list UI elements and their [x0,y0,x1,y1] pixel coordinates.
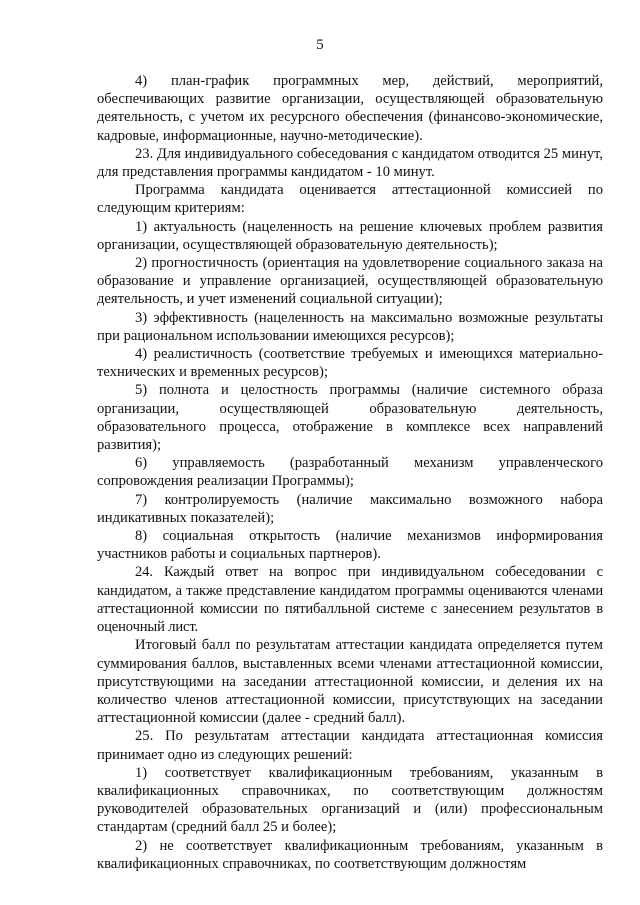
paragraph-criterion-3: 3) эффективность (нацеленность на максимально возможные результаты при рациональном использовании имеющихся ресурсов); [97,309,603,344]
paragraph-criterion-5: 5) полнота и целостность программы (наличие системного образа организации, осуществляющей образовательную деятельность, образовательного процесса, отображение в комплексе всех направлений развития); [97,382,603,454]
paragraph-criterion-7: 7) контролируемость (наличие максимально возможного набора индикативных показателей); [97,491,603,526]
paragraph-clause-25: 25. По результатам аттестации кандидата аттестационная комиссия принимает одно из следующих решений: [97,728,603,763]
paragraph-decision-1: 1) соответствует квалификационным требованиям, указанным в квалификационных справочниках, по соответствующим должностям руководителей образовательных организаций и (или) профессиональным стандартам (средний балл 25 и более); [97,764,603,836]
paragraph-criterion-2: 2) прогностичность (ориентация на удовлетворение социального заказа на образование и управление организацией, осуществляющей образовательную деятельность, и учет изменений социальной ситуации); [97,255,603,308]
paragraph-clause-23: 23. Для индивидуального собеседования с кандидатом отводится 25 минут, для представления программы кандидатом - 10 минут. [97,145,603,181]
page-number: 5 [316,37,324,53]
paragraph-clause-24: 24. Каждый ответ на вопрос при индивидуальном собеседовании с кандидатом, а также представление кандидатом программы оцениваются членами аттестационной комиссии по пятибалльной системе с занесением результатов в оценочный лист. [97,564,603,636]
paragraph-criterion-8: 8) социальная открытость (наличие механизмов информирования участников работы и социальных партнеров). [97,528,603,563]
paragraph-criteria-intro: Программа кандидата оценивается аттестационной комиссией по следующим критериям: [97,182,603,217]
paragraph-criterion-4: 4) реалистичность (соответствие требуемых и имеющихся материально-технических и временных ресурсов); [97,346,603,381]
paragraph-plan-item-4: 4) план-график программных мер, действий, мероприятий, обеспечивающих развитие организации, осуществляющей образовательную деятельность, с учетом их ресурсного обеспечения (финансово-экономические, кадровые, информационные, научно-методические). [97,73,603,144]
paragraph-final-score: Итоговый балл по результатам аттестации кандидата определяется путем суммирования баллов, выставленных всеми членами аттестационной комиссии, присутствующими на заседании аттестационной комиссии, и деления их на количество членов аттестационной комиссии, присутствующих на заседании аттестационной комиссии (далее - средний балл). [97,637,603,727]
paragraph-criterion-1: 1) актуальность (нацеленность на решение ключевых проблем развития организации, осуществляющей образовательную деятельность); [97,218,603,253]
paragraph-decision-2: 2) не соответствует квалификационным требованиям, указанным в квалификационных справочниках, по соответствующим должностям [97,837,603,872]
paragraph-criterion-6: 6) управляемость (разработанный механизм управленческого сопровождения реализации Программы); [97,455,603,490]
document-body [97,72,603,873]
